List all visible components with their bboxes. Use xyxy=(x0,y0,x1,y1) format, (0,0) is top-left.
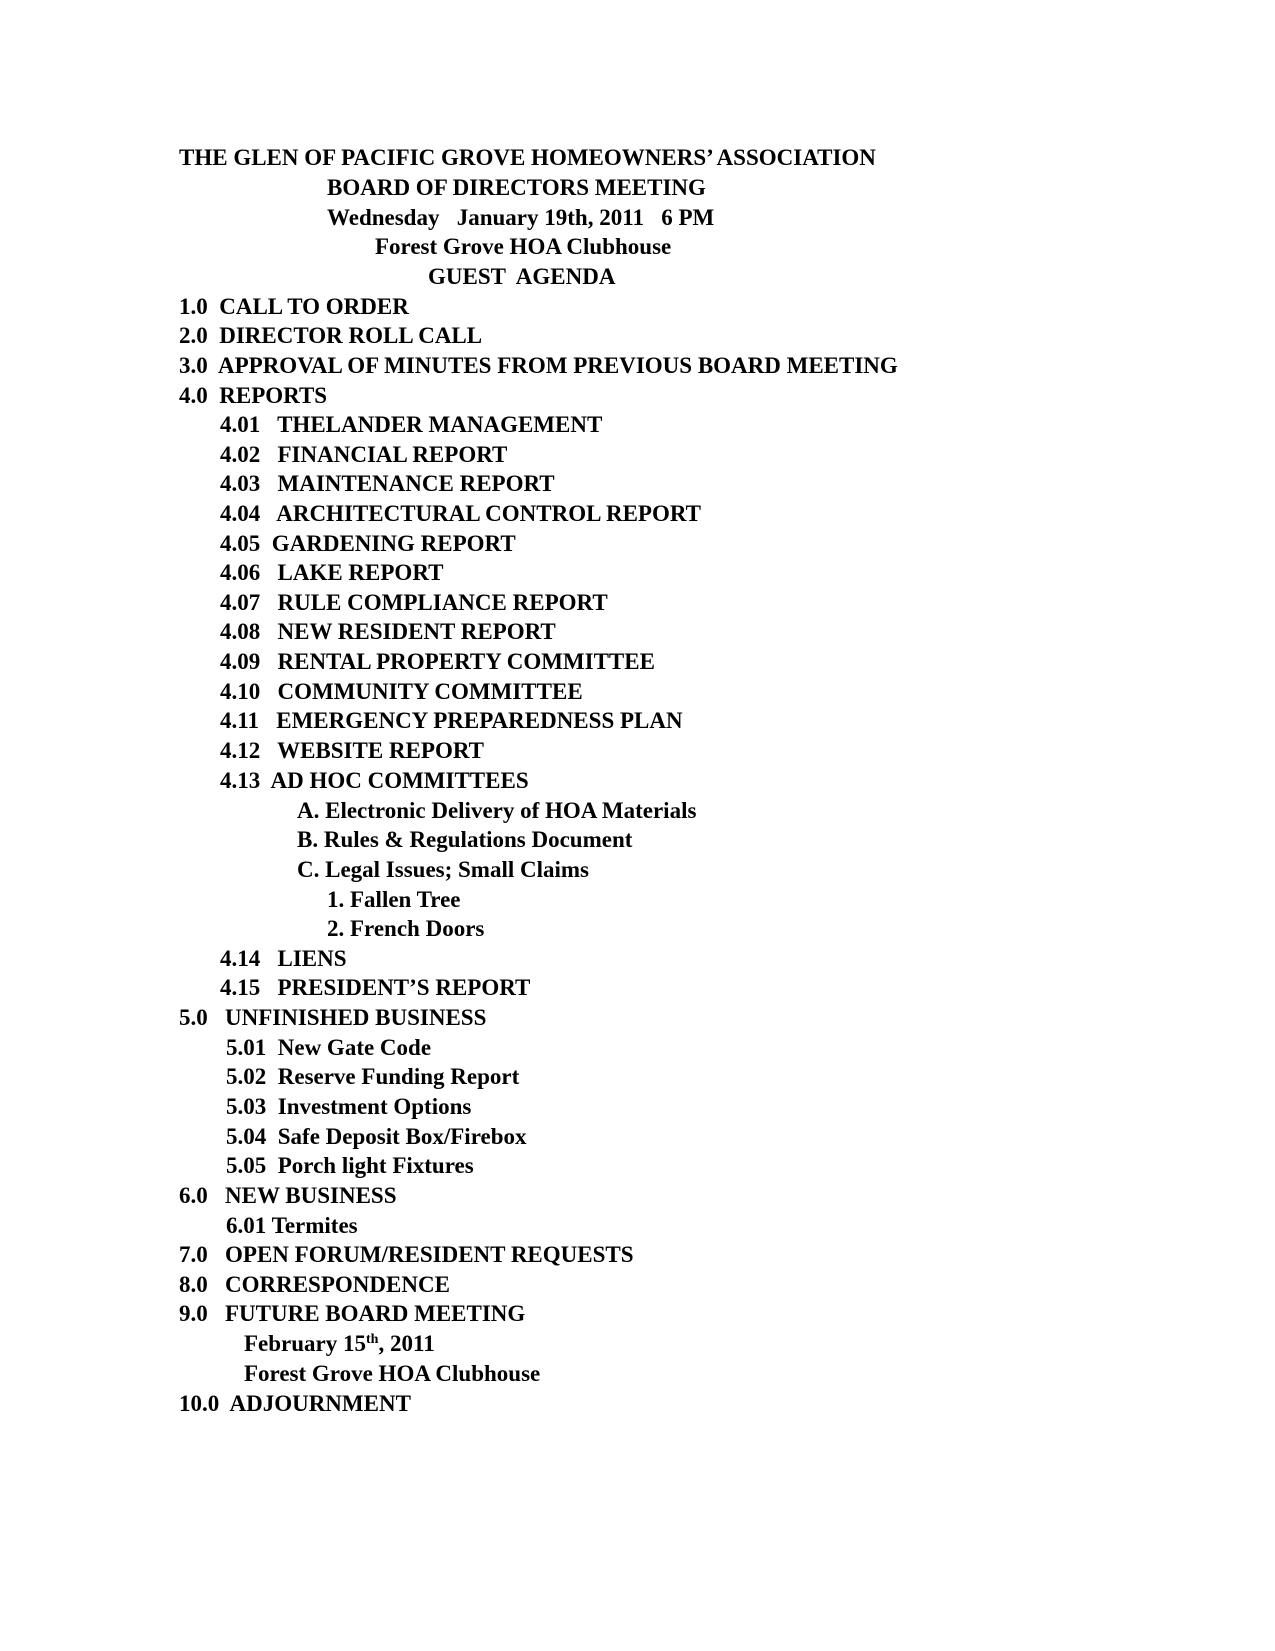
future-meeting-location: Forest Grove HOA Clubhouse xyxy=(244,1361,541,1386)
agenda-subitem: 4.09 RENTAL PROPERTY COMMITTEE xyxy=(220,649,655,674)
association-title: THE GLEN OF PACIFIC GROVE HOMEOWNERS’ ASSOCIATION xyxy=(179,145,876,170)
agenda-subitem: 4.14 LIENS xyxy=(220,946,347,971)
agenda-subitem: 5.02 Reserve Funding Report xyxy=(226,1064,520,1089)
agenda-item: 10.0 ADJOURNMENT xyxy=(179,1391,411,1416)
meeting-title: BOARD OF DIRECTORS MEETING xyxy=(327,175,706,200)
agenda-subitem: 4.01 THELANDER MANAGEMENT xyxy=(220,412,603,437)
agenda-item: 5.0 UNFINISHED BUSINESS xyxy=(179,1005,487,1030)
agenda-subsubitem: A. Electronic Delivery of HOA Materials xyxy=(297,798,697,823)
agenda-item: 6.0 NEW BUSINESS xyxy=(179,1183,397,1208)
agenda-subsubsubitem: 2. French Doors xyxy=(327,916,485,941)
agenda-subitem: 4.04 ARCHITECTURAL CONTROL REPORT xyxy=(220,501,701,526)
agenda-subitem: 4.13 AD HOC COMMITTEES xyxy=(220,768,529,793)
agenda-subitem: 5.04 Safe Deposit Box/Firebox xyxy=(226,1124,527,1149)
agenda-subitem: 4.03 MAINTENANCE REPORT xyxy=(220,471,555,496)
agenda-item: 4.0 REPORTS xyxy=(179,383,328,408)
meeting-location: Forest Grove HOA Clubhouse xyxy=(375,234,672,259)
agenda-item: 9.0 FUTURE BOARD MEETING xyxy=(179,1301,526,1326)
future-date-year: , 2011 xyxy=(378,1331,435,1356)
agenda-subitem: 4.06 LAKE REPORT xyxy=(220,560,444,585)
agenda-subitem: 4.02 FINANCIAL REPORT xyxy=(220,442,508,467)
agenda-subitem: 4.12 WEBSITE REPORT xyxy=(220,738,484,763)
agenda-item: 7.0 OPEN FORUM/RESIDENT REQUESTS xyxy=(179,1242,634,1267)
agenda-item: 3.0 APPROVAL OF MINUTES FROM PREVIOUS BOARD MEETING xyxy=(179,353,898,378)
agenda-subitem: 4.08 NEW RESIDENT REPORT xyxy=(220,619,556,644)
agenda-subitem: 6.01 Termites xyxy=(226,1213,358,1238)
meeting-datetime: Wednesday January 19th, 2011 6 PM xyxy=(327,205,715,230)
future-meeting-date xyxy=(244,1330,435,1358)
agenda-subitem: 5.03 Investment Options xyxy=(226,1094,472,1119)
future-date-suffix: th xyxy=(366,1332,379,1347)
agenda-subitem: 5.05 Porch light Fixtures xyxy=(226,1153,474,1178)
future-date-text: February 15 xyxy=(244,1331,367,1356)
agenda-item: 8.0 CORRESPONDENCE xyxy=(179,1272,450,1297)
agenda-subsubitem: B. Rules & Regulations Document xyxy=(297,827,633,852)
agenda-item: 1.0 CALL TO ORDER xyxy=(179,294,409,319)
agenda-subitem: 4.11 EMERGENCY PREPAREDNESS PLAN xyxy=(220,708,683,733)
agenda-subitem: 4.10 COMMUNITY COMMITTEE xyxy=(220,679,583,704)
agenda-subitem: 4.15 PRESIDENT’S REPORT xyxy=(220,975,531,1000)
agenda-title: GUEST AGENDA xyxy=(428,264,616,289)
agenda-subitem: 5.01 New Gate Code xyxy=(226,1035,432,1060)
agenda-item: 2.0 DIRECTOR ROLL CALL xyxy=(179,323,483,348)
agenda-subsubsubitem: 1. Fallen Tree xyxy=(327,887,461,912)
agenda-subitem: 4.07 RULE COMPLIANCE REPORT xyxy=(220,590,608,615)
agenda-subsubitem: C. Legal Issues; Small Claims xyxy=(297,857,589,882)
agenda-subitem: 4.05 GARDENING REPORT xyxy=(220,531,516,556)
